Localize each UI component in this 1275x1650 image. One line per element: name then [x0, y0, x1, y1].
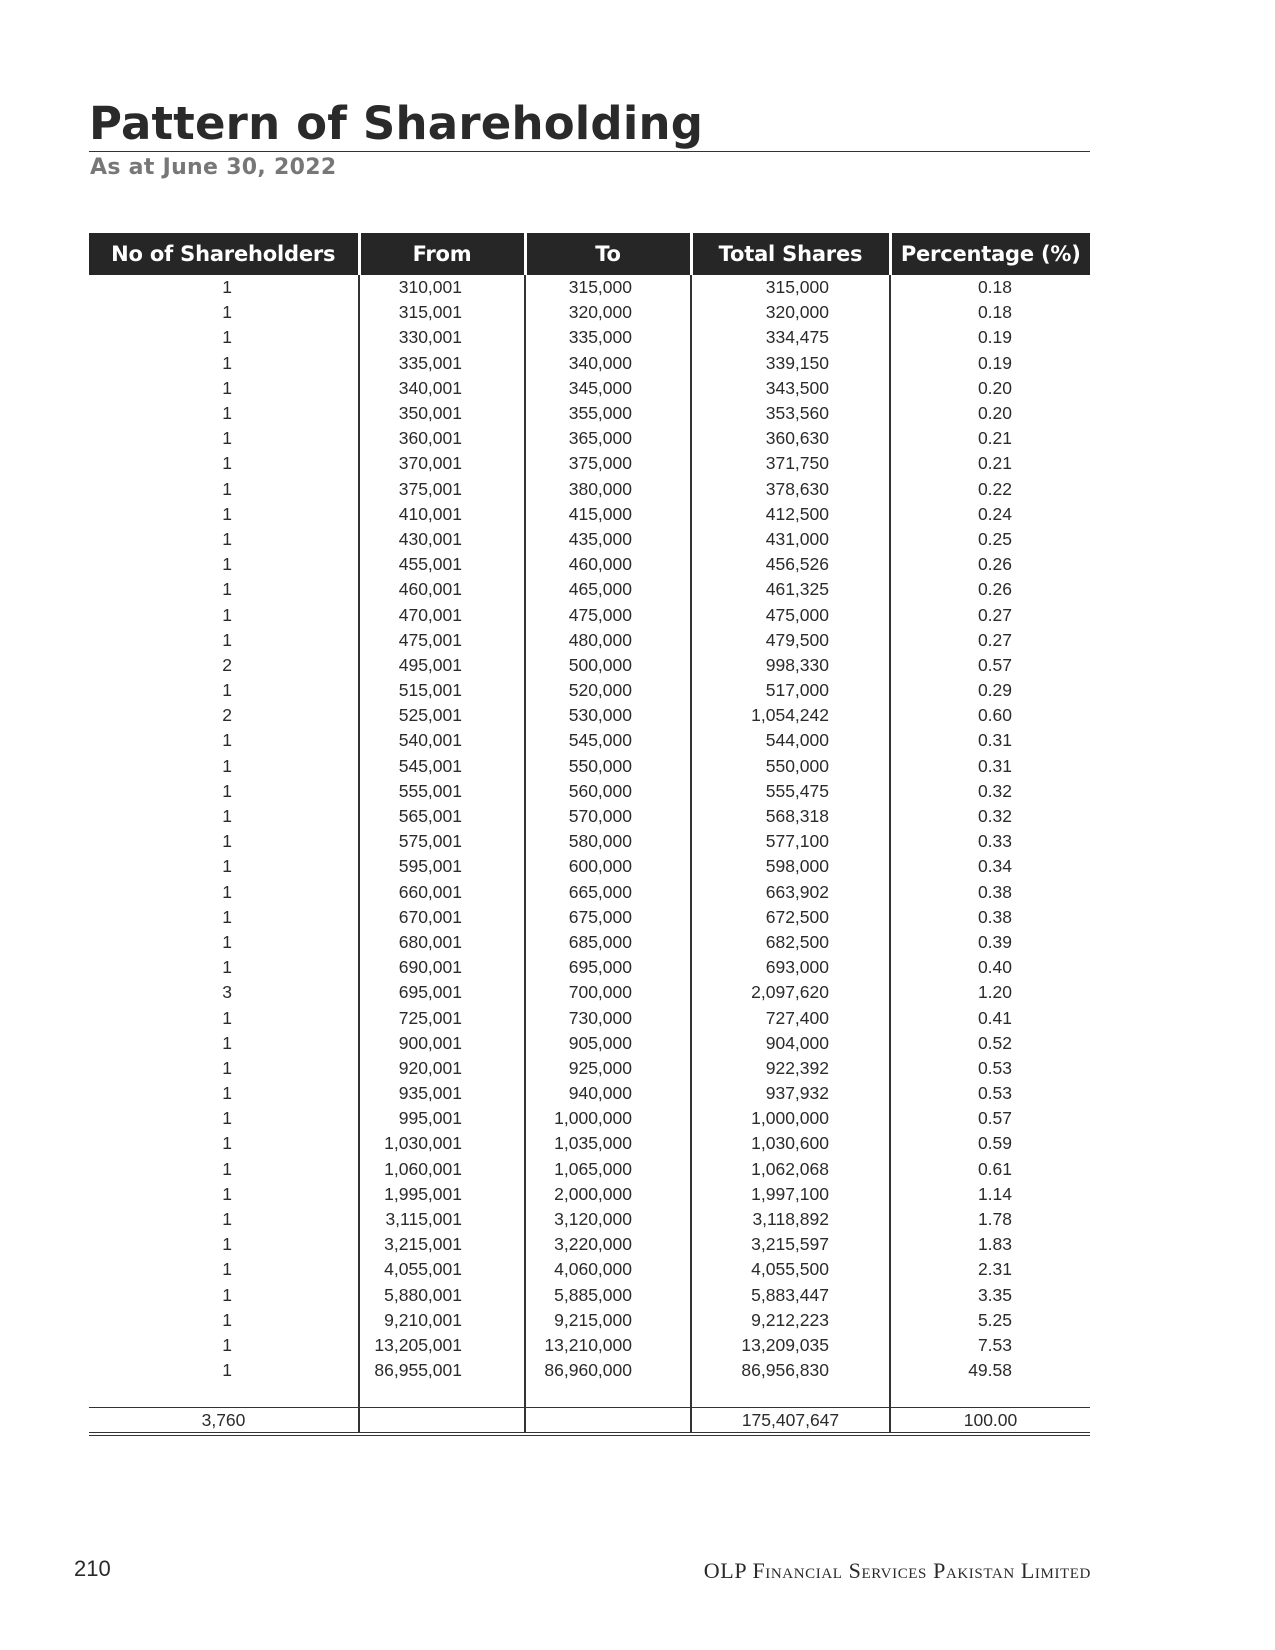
cell-to: 475,000	[525, 602, 691, 627]
cell-from: 310,001	[359, 275, 525, 300]
spacer-row	[89, 1383, 1090, 1408]
cell-from: 595,001	[359, 854, 525, 879]
table-row	[89, 401, 1090, 426]
cell-from: 340,001	[359, 376, 525, 401]
cell-to: 345,000	[525, 376, 691, 401]
cell-shareholders: 1	[222, 906, 232, 927]
table-row	[89, 1333, 1090, 1358]
cell-shareholders: 1	[222, 1259, 232, 1280]
cell-shareholders: 1	[222, 554, 232, 575]
cell-from: 920,001	[359, 1056, 525, 1081]
table-row	[89, 628, 1090, 653]
cell-percentage: 0.19	[890, 325, 1090, 350]
cell-total-shares: 5,883,447	[691, 1283, 890, 1308]
table-row	[89, 351, 1090, 376]
cell-total-shares: 577,100	[691, 829, 890, 854]
cell-from: 86,955,001	[359, 1358, 525, 1383]
table-row	[89, 1031, 1090, 1056]
page-title: Pattern of Shareholding	[89, 97, 704, 150]
cell-shareholders: 1	[222, 277, 232, 298]
cell-shareholders: 1	[222, 327, 232, 348]
cell-percentage: 0.20	[890, 376, 1090, 401]
cell-from: 690,001	[359, 955, 525, 980]
cell-shareholders: 1	[222, 1234, 232, 1255]
cell-percentage: 0.40	[890, 955, 1090, 980]
cell-from: 995,001	[359, 1106, 525, 1131]
spacer-cell	[359, 1383, 525, 1408]
cell-from: 315,001	[359, 300, 525, 325]
cell-from: 565,001	[359, 804, 525, 829]
cell-total-shares: 9,212,223	[691, 1308, 890, 1333]
table-row	[89, 653, 1090, 678]
cell-to: 580,000	[525, 829, 691, 854]
cell-from: 13,205,001	[359, 1333, 525, 1358]
cell-total-shares: 568,318	[691, 804, 890, 829]
cell-from: 525,001	[359, 703, 525, 728]
cell-shareholders: 1	[222, 957, 232, 978]
cell-percentage: 0.57	[890, 653, 1090, 678]
cell-to: 685,000	[525, 930, 691, 955]
cell-to: 340,000	[525, 351, 691, 376]
cell-percentage: 0.29	[890, 678, 1090, 703]
cell-shareholders: 1	[222, 1309, 232, 1330]
table-row	[89, 1131, 1090, 1156]
cell-total-shares: 922,392	[691, 1056, 890, 1081]
cell-to: 1,065,000	[525, 1157, 691, 1182]
cell-shareholders: 1	[222, 478, 232, 499]
cell-shareholders: 1	[222, 780, 232, 801]
cell-from: 360,001	[359, 426, 525, 451]
cell-shareholders: 1	[222, 1284, 232, 1305]
cell-percentage: 0.38	[890, 905, 1090, 930]
cell-total-shares: 461,325	[691, 577, 890, 602]
spacer-cell	[691, 1383, 890, 1408]
table-row	[89, 728, 1090, 753]
cell-to: 335,000	[525, 325, 691, 350]
cell-total-shares: 1,000,000	[691, 1106, 890, 1131]
cell-to: 560,000	[525, 779, 691, 804]
table-row	[89, 1081, 1090, 1106]
cell-to: 695,000	[525, 955, 691, 980]
cell-percentage: 0.34	[890, 854, 1090, 879]
total-shareholders: 3,760	[89, 1408, 359, 1435]
cell-total-shares: 412,500	[691, 502, 890, 527]
cell-percentage: 0.21	[890, 426, 1090, 451]
cell-shareholders: 1	[222, 730, 232, 751]
shareholding-table	[89, 233, 1090, 1436]
total-from-blank	[359, 1408, 525, 1435]
cell-total-shares: 479,500	[691, 628, 890, 653]
cell-from: 660,001	[359, 880, 525, 905]
cell-from: 9,210,001	[359, 1308, 525, 1333]
cell-to: 13,210,000	[525, 1333, 691, 1358]
cell-shareholders: 1	[222, 831, 232, 852]
table-row	[89, 1005, 1090, 1030]
table-row	[89, 376, 1090, 401]
cell-to: 1,035,000	[525, 1131, 691, 1156]
cell-total-shares: 727,400	[691, 1005, 890, 1030]
cell-shareholders: 2	[222, 654, 232, 675]
table-row	[89, 502, 1090, 527]
column-header-from: From	[359, 233, 525, 275]
table-row	[89, 980, 1090, 1005]
cell-from: 1,030,001	[359, 1131, 525, 1156]
cell-from: 670,001	[359, 905, 525, 930]
cell-to: 86,960,000	[525, 1358, 691, 1383]
cell-total-shares: 998,330	[691, 653, 890, 678]
cell-to: 940,000	[525, 1081, 691, 1106]
cell-percentage: 0.41	[890, 1005, 1090, 1030]
cell-from: 475,001	[359, 628, 525, 653]
table-row	[89, 1207, 1090, 1232]
table-row	[89, 779, 1090, 804]
cell-from: 430,001	[359, 527, 525, 552]
table-row	[89, 275, 1090, 300]
cell-total-shares: 343,500	[691, 376, 890, 401]
page-number: 210	[74, 1556, 111, 1581]
cell-from: 3,215,001	[359, 1232, 525, 1257]
table-row	[89, 451, 1090, 476]
table-row	[89, 426, 1090, 451]
cell-percentage: 0.33	[890, 829, 1090, 854]
cell-shareholders: 1	[222, 1360, 232, 1381]
cell-total-shares: 353,560	[691, 401, 890, 426]
table-row	[89, 1358, 1090, 1383]
cell-percentage: 1.83	[890, 1232, 1090, 1257]
cell-to: 600,000	[525, 854, 691, 879]
cell-percentage: 0.53	[890, 1081, 1090, 1106]
cell-total-shares: 86,956,830	[691, 1358, 890, 1383]
cell-total-shares: 431,000	[691, 527, 890, 552]
table-header	[89, 233, 1090, 275]
cell-total-shares: 320,000	[691, 300, 890, 325]
cell-total-shares: 682,500	[691, 930, 890, 955]
cell-total-shares: 339,150	[691, 351, 890, 376]
cell-to: 675,000	[525, 905, 691, 930]
cell-total-shares: 1,030,600	[691, 1131, 890, 1156]
cell-percentage: 0.52	[890, 1031, 1090, 1056]
cell-to: 365,000	[525, 426, 691, 451]
cell-percentage: 0.38	[890, 880, 1090, 905]
cell-from: 470,001	[359, 602, 525, 627]
cell-to: 500,000	[525, 653, 691, 678]
total-shares: 175,407,647	[691, 1408, 890, 1435]
cell-total-shares: 937,932	[691, 1081, 890, 1106]
cell-shareholders: 1	[222, 503, 232, 524]
table-row	[89, 703, 1090, 728]
cell-percentage: 0.27	[890, 628, 1090, 653]
cell-to: 415,000	[525, 502, 691, 527]
table-row	[89, 1157, 1090, 1182]
cell-total-shares: 904,000	[691, 1031, 890, 1056]
cell-from: 575,001	[359, 829, 525, 854]
cell-total-shares: 3,215,597	[691, 1232, 890, 1257]
totals-row	[89, 1408, 1090, 1435]
table-row	[89, 1106, 1090, 1131]
cell-to: 480,000	[525, 628, 691, 653]
cell-to: 320,000	[525, 300, 691, 325]
cell-to: 375,000	[525, 451, 691, 476]
spacer-cell	[890, 1383, 1090, 1408]
table-row	[89, 1056, 1090, 1081]
cell-to: 905,000	[525, 1031, 691, 1056]
cell-percentage: 3.35	[890, 1283, 1090, 1308]
column-header-shareholders: No of Shareholders	[89, 233, 359, 275]
cell-shareholders: 1	[222, 1108, 232, 1129]
cell-shareholders: 1	[222, 1334, 232, 1355]
table-row	[89, 930, 1090, 955]
cell-total-shares: 598,000	[691, 854, 890, 879]
cell-shareholders: 2	[222, 705, 232, 726]
cell-shareholders: 1	[222, 931, 232, 952]
cell-shareholders: 1	[222, 1209, 232, 1230]
cell-percentage: 0.19	[890, 351, 1090, 376]
cell-total-shares: 371,750	[691, 451, 890, 476]
cell-to: 460,000	[525, 552, 691, 577]
cell-from: 935,001	[359, 1081, 525, 1106]
cell-from: 410,001	[359, 502, 525, 527]
cell-from: 1,995,001	[359, 1182, 525, 1207]
cell-to: 570,000	[525, 804, 691, 829]
cell-total-shares: 1,997,100	[691, 1182, 890, 1207]
cell-to: 9,215,000	[525, 1308, 691, 1333]
cell-total-shares: 550,000	[691, 754, 890, 779]
cell-percentage: 0.27	[890, 602, 1090, 627]
cell-shareholders: 1	[222, 1158, 232, 1179]
cell-to: 380,000	[525, 477, 691, 502]
table-row	[89, 325, 1090, 350]
cell-from: 540,001	[359, 728, 525, 753]
cell-total-shares: 475,000	[691, 602, 890, 627]
cell-to: 700,000	[525, 980, 691, 1005]
cell-total-shares: 663,902	[691, 880, 890, 905]
table-row	[89, 1283, 1090, 1308]
cell-from: 5,880,001	[359, 1283, 525, 1308]
table-row	[89, 854, 1090, 879]
cell-to: 315,000	[525, 275, 691, 300]
cell-percentage: 0.22	[890, 477, 1090, 502]
cell-shareholders: 1	[222, 528, 232, 549]
cell-percentage: 1.14	[890, 1182, 1090, 1207]
title-divider	[89, 151, 1090, 152]
cell-percentage: 0.26	[890, 577, 1090, 602]
cell-shareholders: 1	[222, 428, 232, 449]
cell-percentage: 0.21	[890, 451, 1090, 476]
table-row	[89, 804, 1090, 829]
table-row	[89, 527, 1090, 552]
cell-shareholders: 1	[222, 604, 232, 625]
cell-from: 370,001	[359, 451, 525, 476]
cell-shareholders: 1	[222, 881, 232, 902]
cell-total-shares: 4,055,500	[691, 1257, 890, 1282]
cell-percentage: 0.18	[890, 275, 1090, 300]
cell-total-shares: 2,097,620	[691, 980, 890, 1005]
cell-percentage: 0.25	[890, 527, 1090, 552]
cell-total-shares: 544,000	[691, 728, 890, 753]
cell-total-shares: 517,000	[691, 678, 890, 703]
cell-from: 455,001	[359, 552, 525, 577]
company-name: OLP Financial Services Pakistan Limited	[703, 1558, 1091, 1583]
cell-shareholders: 1	[222, 377, 232, 398]
cell-shareholders: 1	[222, 1083, 232, 1104]
cell-from: 725,001	[359, 1005, 525, 1030]
cell-from: 460,001	[359, 577, 525, 602]
table-row	[89, 1232, 1090, 1257]
table-row	[89, 300, 1090, 325]
column-header-to: To	[525, 233, 691, 275]
cell-total-shares: 693,000	[691, 955, 890, 980]
page-subtitle: As at June 30, 2022	[90, 155, 337, 180]
cell-to: 3,220,000	[525, 1232, 691, 1257]
cell-total-shares: 456,526	[691, 552, 890, 577]
table-row	[89, 880, 1090, 905]
table-row	[89, 678, 1090, 703]
table-row	[89, 829, 1090, 854]
cell-to: 5,885,000	[525, 1283, 691, 1308]
cell-total-shares: 360,630	[691, 426, 890, 451]
cell-from: 695,001	[359, 980, 525, 1005]
cell-from: 495,001	[359, 653, 525, 678]
cell-percentage: 0.18	[890, 300, 1090, 325]
table-row	[89, 1257, 1090, 1282]
total-to-blank	[525, 1408, 691, 1435]
cell-percentage: 0.31	[890, 728, 1090, 753]
cell-to: 465,000	[525, 577, 691, 602]
cell-percentage: 0.26	[890, 552, 1090, 577]
cell-to: 545,000	[525, 728, 691, 753]
cell-from: 350,001	[359, 401, 525, 426]
cell-percentage: 0.31	[890, 754, 1090, 779]
cell-percentage: 7.53	[890, 1333, 1090, 1358]
cell-shareholders: 1	[222, 1133, 232, 1154]
cell-to: 665,000	[525, 880, 691, 905]
cell-shareholders: 1	[222, 806, 232, 827]
cell-shareholders: 1	[222, 1183, 232, 1204]
cell-to: 435,000	[525, 527, 691, 552]
cell-total-shares: 1,062,068	[691, 1157, 890, 1182]
cell-from: 375,001	[359, 477, 525, 502]
table-row	[89, 602, 1090, 627]
cell-shareholders: 1	[222, 856, 232, 877]
cell-from: 335,001	[359, 351, 525, 376]
column-header-total-shares: Total Shares	[691, 233, 890, 275]
cell-total-shares: 555,475	[691, 779, 890, 804]
cell-to: 550,000	[525, 754, 691, 779]
total-percentage: 100.00	[890, 1408, 1090, 1435]
cell-percentage: 0.20	[890, 401, 1090, 426]
cell-percentage: 0.53	[890, 1056, 1090, 1081]
cell-percentage: 0.24	[890, 502, 1090, 527]
cell-percentage: 49.58	[890, 1358, 1090, 1383]
cell-percentage: 0.39	[890, 930, 1090, 955]
table-row	[89, 754, 1090, 779]
cell-from: 545,001	[359, 754, 525, 779]
spacer-cell	[525, 1383, 691, 1408]
cell-shareholders: 1	[222, 629, 232, 650]
table-row	[89, 1182, 1090, 1207]
cell-percentage: 2.31	[890, 1257, 1090, 1282]
cell-to: 530,000	[525, 703, 691, 728]
cell-to: 4,060,000	[525, 1257, 691, 1282]
column-header-percentage: Percentage (%)	[890, 233, 1090, 275]
cell-percentage: 1.78	[890, 1207, 1090, 1232]
table-body	[89, 275, 1090, 1408]
cell-total-shares: 315,000	[691, 275, 890, 300]
cell-percentage: 0.32	[890, 779, 1090, 804]
cell-to: 2,000,000	[525, 1182, 691, 1207]
cell-shareholders: 1	[222, 1057, 232, 1078]
cell-shareholders: 1	[222, 352, 232, 373]
cell-total-shares: 13,209,035	[691, 1333, 890, 1358]
table-row	[89, 1308, 1090, 1333]
cell-to: 3,120,000	[525, 1207, 691, 1232]
cell-to: 520,000	[525, 678, 691, 703]
cell-from: 3,115,001	[359, 1207, 525, 1232]
cell-percentage: 0.61	[890, 1157, 1090, 1182]
table-row	[89, 577, 1090, 602]
cell-from: 680,001	[359, 930, 525, 955]
cell-percentage: 0.57	[890, 1106, 1090, 1131]
cell-to: 925,000	[525, 1056, 691, 1081]
table-row	[89, 905, 1090, 930]
cell-shareholders: 1	[222, 302, 232, 323]
cell-shareholders: 1	[222, 579, 232, 600]
cell-total-shares: 334,475	[691, 325, 890, 350]
cell-to: 730,000	[525, 1005, 691, 1030]
cell-percentage: 0.60	[890, 703, 1090, 728]
cell-total-shares: 1,054,242	[691, 703, 890, 728]
cell-shareholders: 1	[222, 680, 232, 701]
cell-total-shares: 672,500	[691, 905, 890, 930]
table-row	[89, 552, 1090, 577]
cell-to: 355,000	[525, 401, 691, 426]
cell-shareholders: 1	[222, 755, 232, 776]
cell-percentage: 0.59	[890, 1131, 1090, 1156]
cell-from: 900,001	[359, 1031, 525, 1056]
cell-percentage: 5.25	[890, 1308, 1090, 1333]
cell-from: 1,060,001	[359, 1157, 525, 1182]
cell-from: 330,001	[359, 325, 525, 350]
cell-from: 4,055,001	[359, 1257, 525, 1282]
cell-shareholders: 1	[222, 1007, 232, 1028]
table-row	[89, 477, 1090, 502]
cell-shareholders: 1	[222, 1032, 232, 1053]
table-header-row	[89, 233, 1090, 275]
table-totals	[89, 1408, 1090, 1435]
spacer-cell	[89, 1383, 359, 1408]
cell-shareholders: 1	[222, 403, 232, 424]
cell-total-shares: 378,630	[691, 477, 890, 502]
cell-percentage: 1.20	[890, 980, 1090, 1005]
table-row	[89, 955, 1090, 980]
cell-shareholders: 3	[222, 982, 232, 1003]
cell-to: 1,000,000	[525, 1106, 691, 1131]
cell-from: 515,001	[359, 678, 525, 703]
cell-total-shares: 3,118,892	[691, 1207, 890, 1232]
cell-from: 555,001	[359, 779, 525, 804]
cell-shareholders: 1	[222, 453, 232, 474]
cell-percentage: 0.32	[890, 804, 1090, 829]
